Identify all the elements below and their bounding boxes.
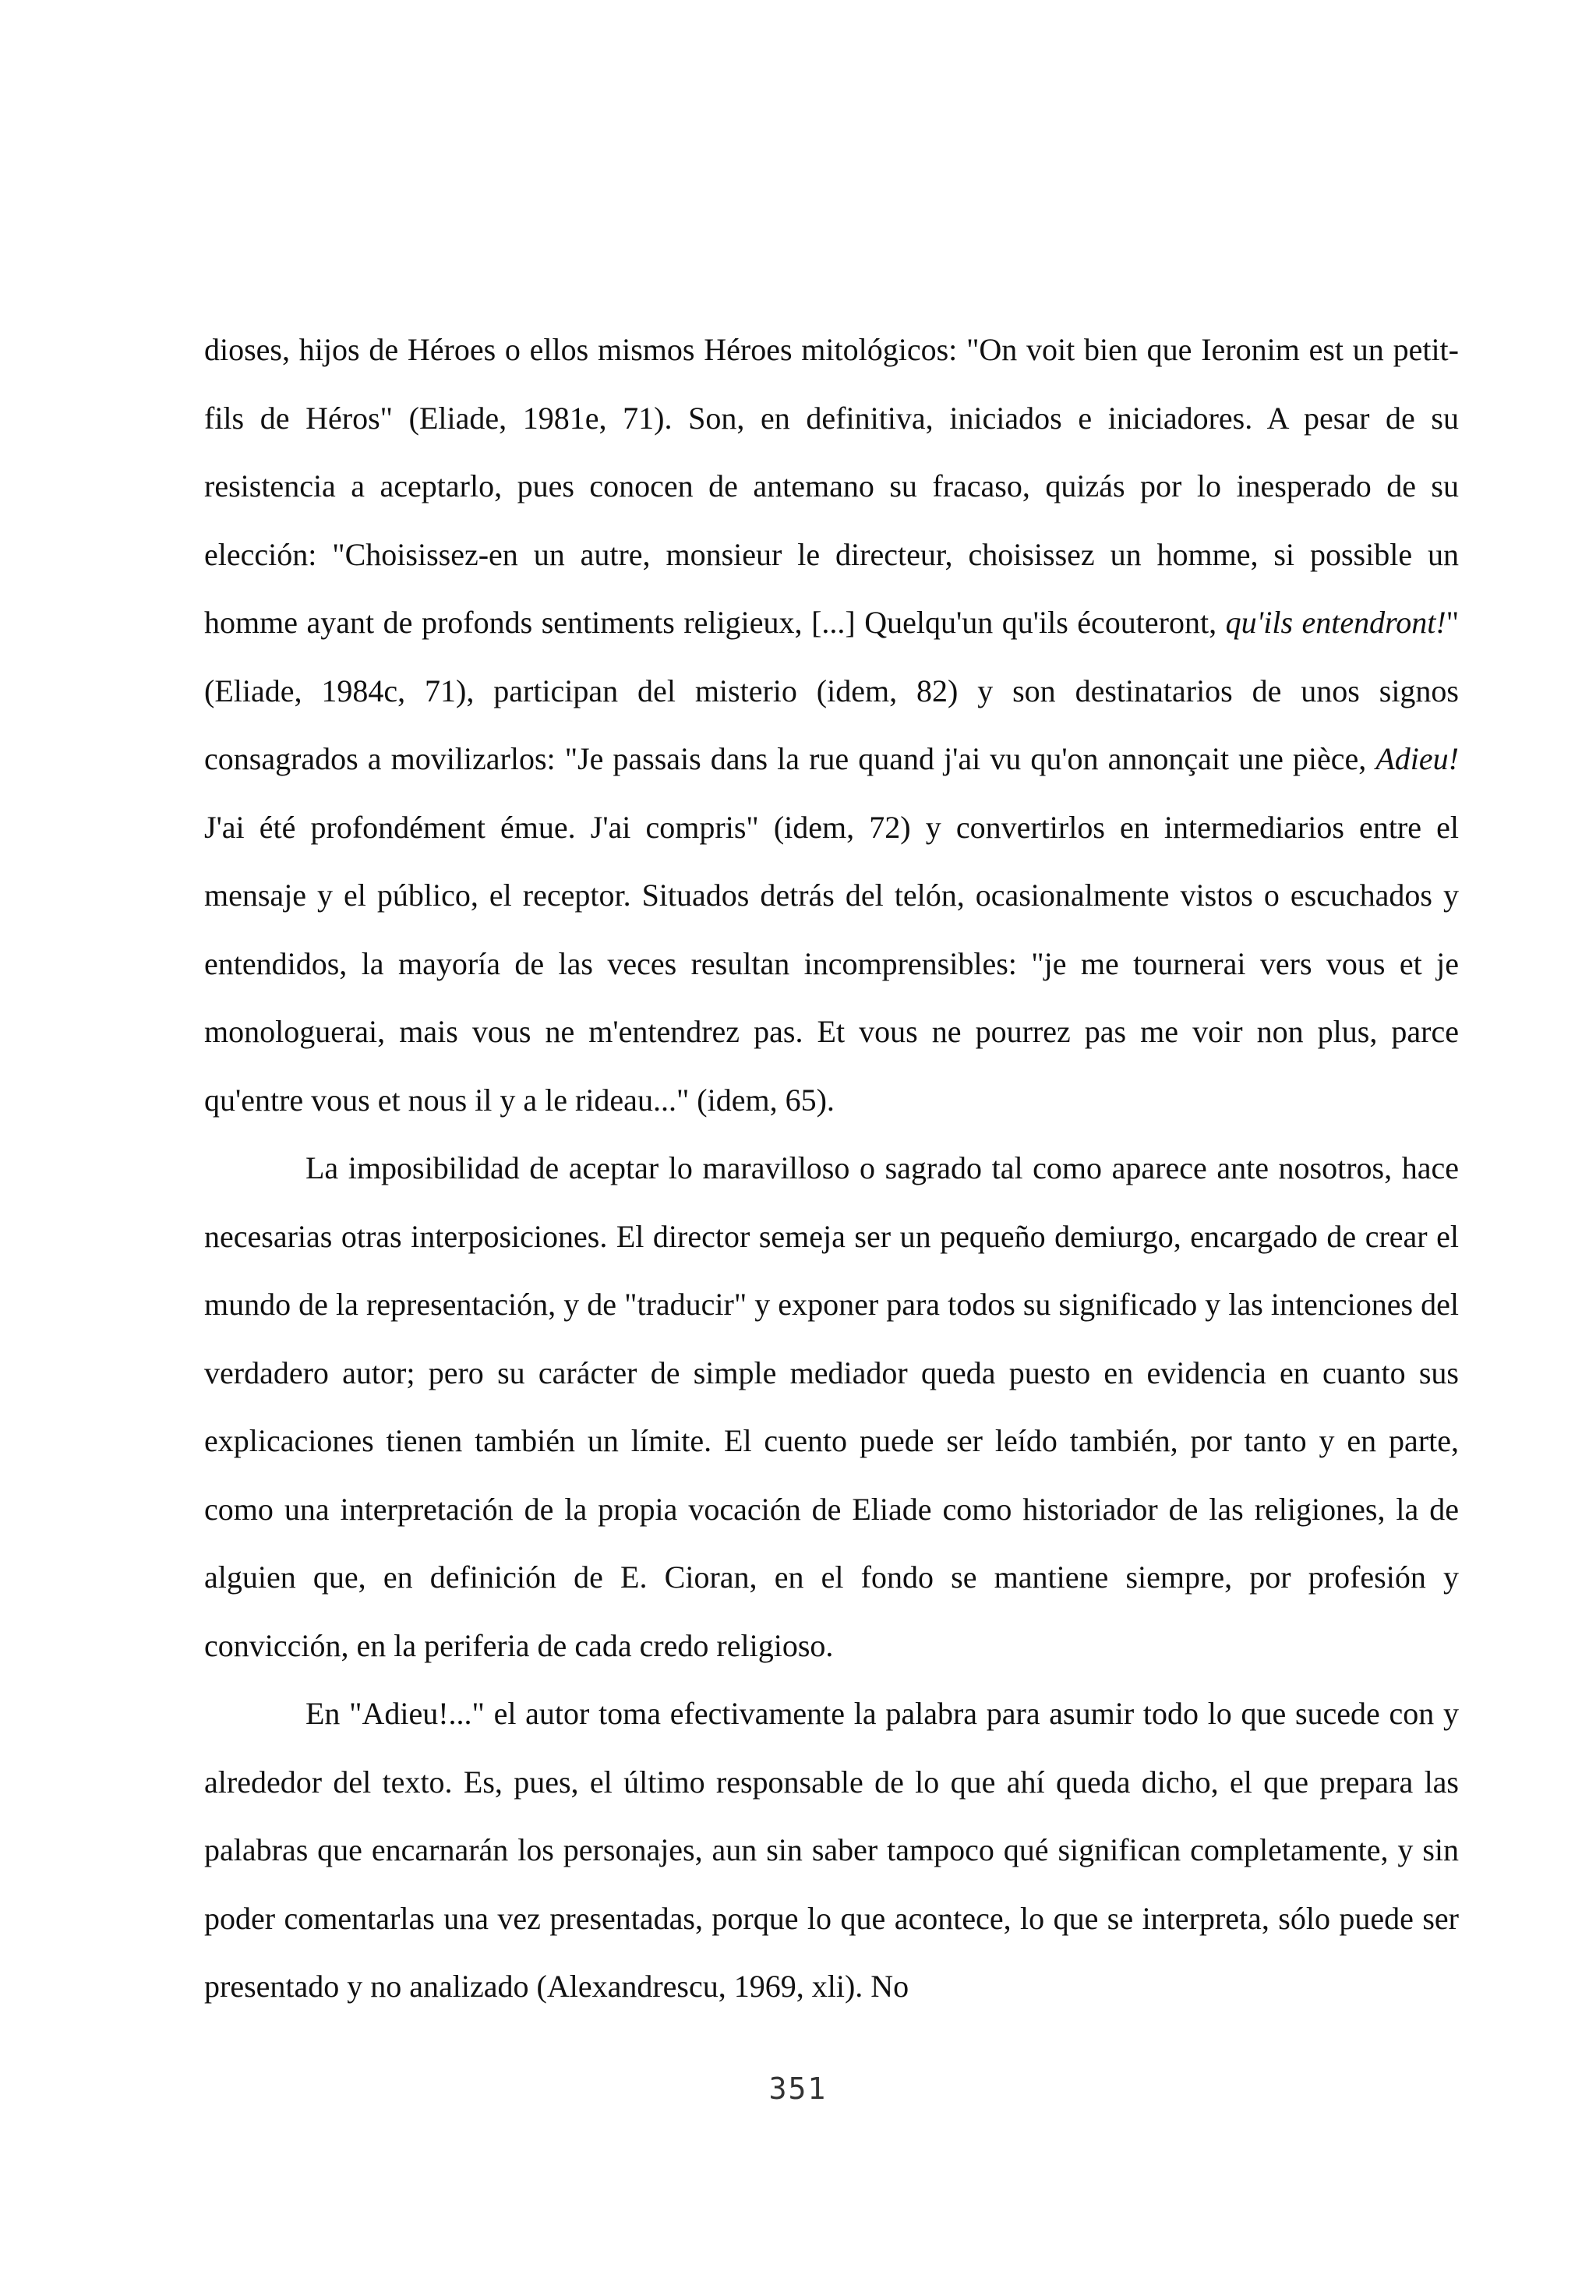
paragraph-3 bbox=[204, 1680, 1459, 2021]
p2-segment-1: La imposibilidad de aceptar lo maravilloso o sagrado tal como aparece ante nosotros, hace necesarias otras interposiciones. El director semeja ser un pequeño demiurgo, encargado de crear el mundo de la representación, y de "traducir" y exponer para todos su significado y las intenciones del verdadero autor; pero su carácter de simple mediador queda puesto en evidencia en cuanto sus explicaciones tienen también un límite. El cuento puede ser leído también, por tanto y en parte, como una interpretación de la propia vocación de Eliade como historiador de las religiones, la de alguien que, en definición de E. Cioran, en el fondo se mantiene siempre, por profesión y convicción, en la periferia de cada credo religioso. bbox=[204, 1150, 1459, 1663]
p1-segment-1: dioses, hijos de Héroes o ellos mismos Héroes mitológicos: "On voit bien que Ieronim est un petit-fils de Héros" (Eliade, 1981e, 71). Son, en definitiva, iniciados e iniciadores. A pesar de su resistencia a aceptarlo, pues conocen de antemano su fracaso, quizás por lo inesperado de su elección: "Choisissez-en un autre, monsieur le directeur, choisissez un homme, si possible un homme ayant de profonds sentiments religieux, [...] Quelqu'un qu'ils écouteront, bbox=[204, 332, 1459, 640]
page-body bbox=[204, 316, 1459, 2021]
p1-segment-5: J'ai été profondément émue. J'ai compris" (idem, 72) y convertirlos en intermediarios entre el mensaje y el público, el receptor. Situados detrás del telón, ocasionalmente vistos o escuchados y entendidos, la mayoría de las veces resultan incomprensibles: "je me tournerai vers vous et je monologuerai, mais vous ne m'entendrez pas. Et vous ne pourrez pas me voir non plus, parce qu'entre vous et nous il y a le rideau..." (idem, 65). bbox=[204, 809, 1459, 1118]
paragraph-2 bbox=[204, 1134, 1459, 1680]
p1-segment-3: " (Eliade, 1984c, 71), participan del misterio (idem, 82) y son destinatarios de unos signos consagrados a movilizarlos: "Je passais dans la rue quand j'ai vu qu'on annonçait une pièce, bbox=[204, 605, 1460, 776]
paragraph-1 bbox=[204, 316, 1459, 1134]
page-number: 351 bbox=[768, 2072, 828, 2106]
p1-segment-4-italic: Adieu! bbox=[1375, 741, 1459, 776]
p3-segment-1: En "Adieu!..." el autor toma efectivamente la palabra para asumir todo lo que sucede con y alrededor del texto. Es, pues, el último responsable de lo que ahí queda dicho, el que prepara las palabras que encarnarán los personajes, aun sin saber tampoco qué significan completamente, y sin poder comentarlas una vez presentadas, porque lo que acontece, lo que se interpreta, sólo puede ser presentado y no analizado (Alexandrescu, 1969, xli). No bbox=[204, 1696, 1459, 2004]
p1-segment-2-italic: qu'ils entendront! bbox=[1225, 605, 1446, 640]
